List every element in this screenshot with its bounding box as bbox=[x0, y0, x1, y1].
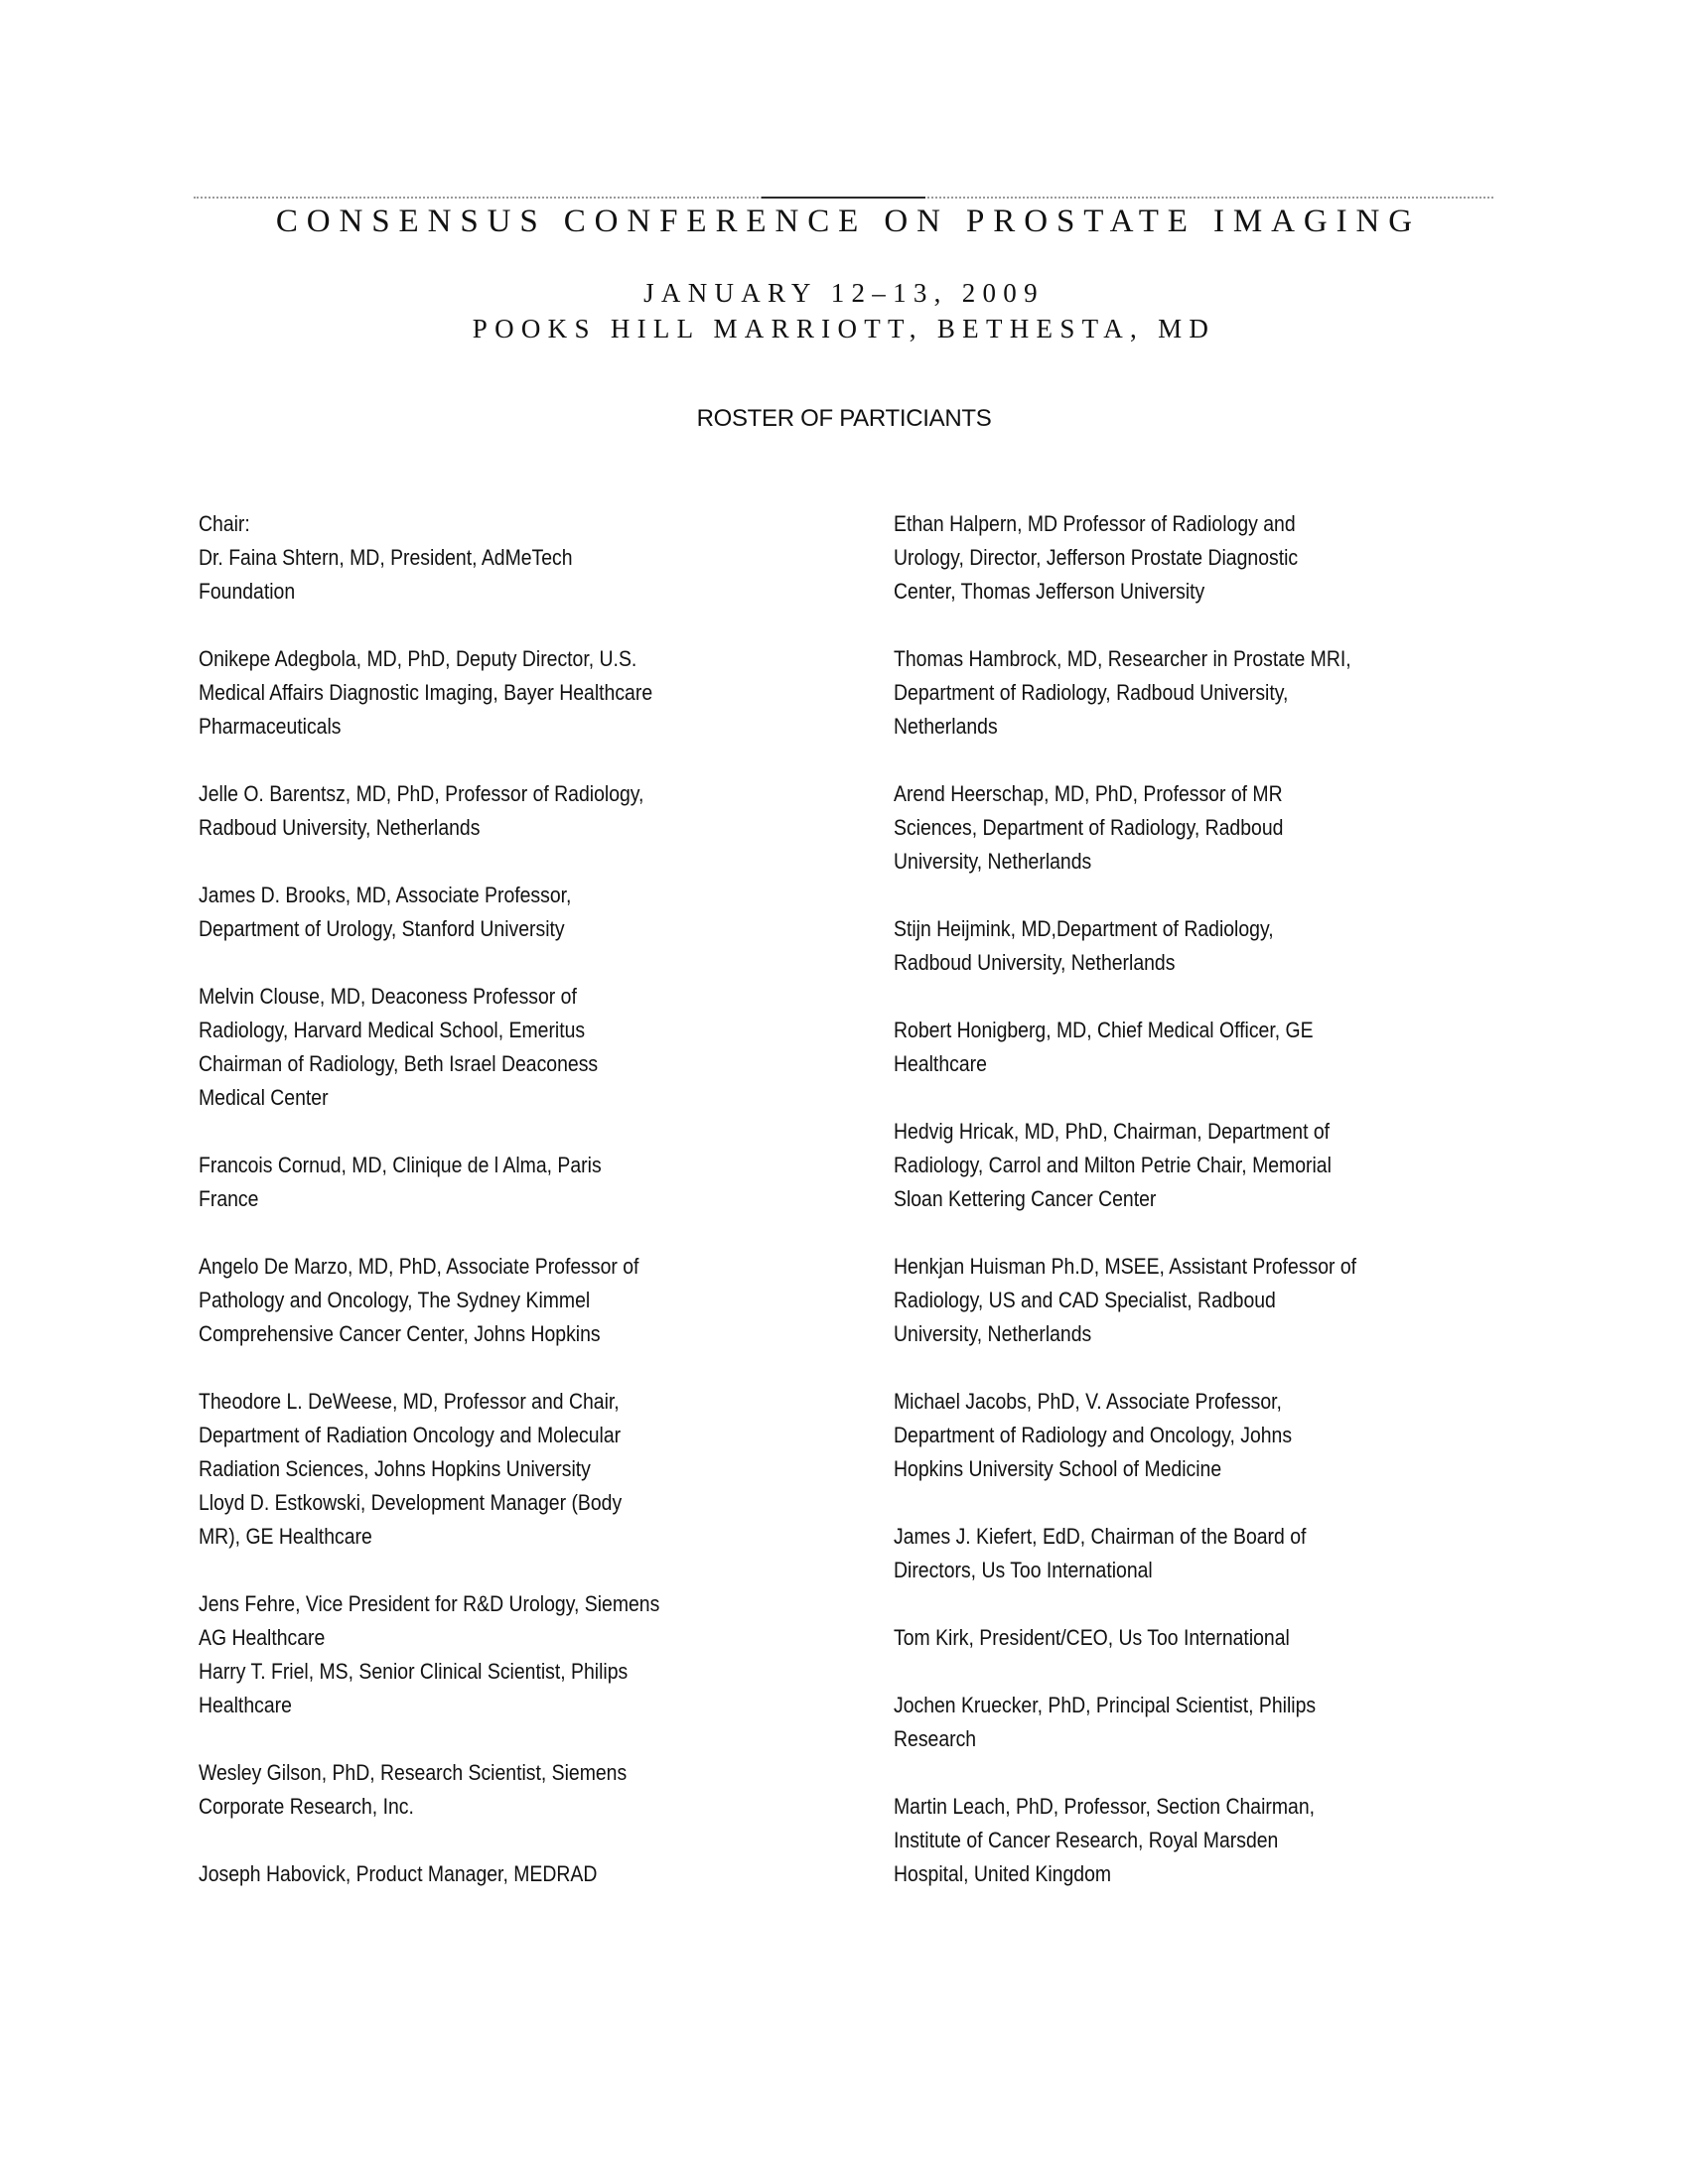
participant-line: Department of Radiology and Oncology, Johns bbox=[894, 1423, 1293, 1447]
participant-line: Hopkins University School of Medicine bbox=[894, 1456, 1222, 1481]
participant-line: Melvin Clouse, MD, Deaconess Professor of bbox=[199, 984, 577, 1009]
participant-line: Ethan Halpern, MD Professor of Radiology and bbox=[894, 511, 1296, 536]
participant-line: Research bbox=[894, 1726, 977, 1751]
participant-entry bbox=[894, 777, 1569, 879]
participant-line: Medical Affairs Diagnostic Imaging, Bayer Healthcare bbox=[199, 680, 653, 705]
participant-line: Hedvig Hricak, MD, PhD, Chairman, Department of bbox=[894, 1119, 1331, 1144]
participant-line: James D. Brooks, MD, Associate Professor, bbox=[199, 883, 572, 907]
participant-line: Comprehensive Cancer Center, Johns Hopkins bbox=[199, 1321, 601, 1346]
participant-line: Tom Kirk, President/CEO, Us Too International bbox=[894, 1625, 1290, 1650]
participant-line: Center, Thomas Jefferson University bbox=[894, 579, 1205, 604]
participant-line: Healthcare bbox=[894, 1051, 987, 1076]
participant-line: Arend Heerschap, MD, PhD, Professor of MR bbox=[894, 781, 1283, 806]
participant-line: Hospital, United Kingdom bbox=[894, 1861, 1112, 1886]
participants-right-column bbox=[894, 507, 1569, 1925]
participant-line: Radiology, US and CAD Specialist, Radboud bbox=[894, 1288, 1276, 1312]
participant-line: Stijn Heijmink, MD,Department of Radiology, bbox=[894, 916, 1274, 941]
roster-heading: ROSTER OF PARTICIANTS bbox=[696, 405, 992, 432]
conference-title: CONSENSUS CONFERENCE ON PROSTATE IMAGING bbox=[275, 204, 1422, 239]
participant-entry bbox=[894, 507, 1569, 609]
participant-line: Jochen Kruecker, PhD, Principal Scientist, Philips bbox=[894, 1693, 1317, 1717]
participant-line: AG Healthcare bbox=[199, 1625, 326, 1650]
participant-entry bbox=[894, 1689, 1569, 1756]
participant-entry bbox=[894, 1115, 1569, 1216]
participant-line: James J. Kiefert, EdD, Chairman of the Board of bbox=[894, 1524, 1307, 1549]
participant-line: Pathology and Oncology, The Sydney Kimmel bbox=[199, 1288, 591, 1312]
participant-entry bbox=[199, 777, 874, 845]
participant-line: Radiology, Carrol and Milton Petrie Chair, Memorial bbox=[894, 1153, 1332, 1177]
participants-left-column bbox=[199, 507, 874, 1925]
participant-line: France bbox=[199, 1186, 259, 1211]
participant-line: Medical Center bbox=[199, 1085, 329, 1110]
participant-line: Angelo De Marzo, MD, PhD, Associate Professor of bbox=[199, 1254, 639, 1279]
participant-entry bbox=[199, 1587, 874, 1722]
participant-entry bbox=[199, 980, 874, 1115]
participant-entry bbox=[894, 1621, 1569, 1655]
participant-line: University, Netherlands bbox=[894, 1321, 1092, 1346]
participant-entry bbox=[894, 642, 1569, 744]
participant-line: Radboud University, Netherlands bbox=[199, 815, 481, 840]
participant-line: Directors, Us Too International bbox=[894, 1558, 1153, 1582]
participant-line: Jelle O. Barentsz, MD, PhD, Professor of Radiology, bbox=[199, 781, 644, 806]
participant-line: Pharmaceuticals bbox=[199, 714, 342, 739]
participant-entry bbox=[894, 1520, 1569, 1587]
participant-line: Radiation Sciences, Johns Hopkins University bbox=[199, 1456, 591, 1481]
participant-line: Sloan Kettering Cancer Center bbox=[894, 1186, 1157, 1211]
participant-line: Radboud University, Netherlands bbox=[894, 950, 1176, 975]
participant-line: Dr. Faina Shtern, MD, President, AdMeTech bbox=[199, 545, 573, 570]
participant-line: Henkjan Huisman Ph.D, MSEE, Assistant Professor of bbox=[894, 1254, 1357, 1279]
participant-line: Corporate Research, Inc. bbox=[199, 1794, 414, 1819]
participant-line: Sciences, Department of Radiology, Radboud bbox=[894, 815, 1284, 840]
participant-line: Francois Cornud, MD, Clinique de l Alma, Paris bbox=[199, 1153, 602, 1177]
participant-entry bbox=[199, 1857, 874, 1891]
participant-line: Chair: bbox=[199, 511, 250, 536]
conference-location: POOKS HILL MARRIOTT, BETHESTA, MD bbox=[472, 314, 1216, 343]
participant-line: Thomas Hambrock, MD, Researcher in Prostate MRI, bbox=[894, 646, 1351, 671]
participant-line: Robert Honigberg, MD, Chief Medical Officer, GE bbox=[894, 1018, 1314, 1042]
participant-line: Onikepe Adegbola, MD, PhD, Deputy Director, U.S. bbox=[199, 646, 637, 671]
participant-entry bbox=[894, 1250, 1569, 1351]
participant-entry bbox=[894, 1014, 1569, 1081]
participant-line: Martin Leach, PhD, Professor, Section Chairman, bbox=[894, 1794, 1316, 1819]
participant-line: University, Netherlands bbox=[894, 849, 1092, 874]
conference-date: JANUARY 12–13, 2009 bbox=[643, 278, 1045, 308]
participant-line: Healthcare bbox=[199, 1693, 292, 1717]
participant-entry bbox=[199, 642, 874, 744]
participant-line: Institute of Cancer Research, Royal Marsden bbox=[894, 1828, 1279, 1852]
participant-line: Chairman of Radiology, Beth Israel Deaconess bbox=[199, 1051, 599, 1076]
participant-line: Michael Jacobs, PhD, V. Associate Professor, bbox=[894, 1389, 1282, 1414]
header-rule-accent bbox=[762, 197, 925, 199]
participant-line: Department of Urology, Stanford University bbox=[199, 916, 565, 941]
participant-line: Department of Radiation Oncology and Molecular bbox=[199, 1423, 622, 1447]
participant-line: Theodore L. DeWeese, MD, Professor and Chair, bbox=[199, 1389, 620, 1414]
participant-line: Joseph Habovick, Product Manager, MEDRAD bbox=[199, 1861, 598, 1886]
participant-entry bbox=[894, 1385, 1569, 1486]
participant-entry bbox=[199, 507, 874, 609]
participant-entry bbox=[199, 879, 874, 946]
participant-entry bbox=[199, 1250, 874, 1351]
participant-line: Foundation bbox=[199, 579, 296, 604]
participant-line: Netherlands bbox=[894, 714, 998, 739]
participant-line: Radiology, Harvard Medical School, Emeritus bbox=[199, 1018, 586, 1042]
participant-line: Jens Fehre, Vice President for R&D Urology, Siemens bbox=[199, 1591, 660, 1616]
participant-line: Urology, Director, Jefferson Prostate Diagnostic bbox=[894, 545, 1299, 570]
participant-entry bbox=[199, 1385, 874, 1554]
participant-line: MR), GE Healthcare bbox=[199, 1524, 372, 1549]
participant-entry bbox=[894, 912, 1569, 980]
participant-line: Wesley Gilson, PhD, Research Scientist, Siemens bbox=[199, 1760, 628, 1785]
participant-entry bbox=[894, 1790, 1569, 1891]
participant-line: Lloyd D. Estkowski, Development Manager (Body bbox=[199, 1490, 623, 1515]
participant-entry bbox=[199, 1149, 874, 1216]
participant-line: Department of Radiology, Radboud University, bbox=[894, 680, 1289, 705]
participant-entry bbox=[199, 1756, 874, 1824]
participant-line: Harry T. Friel, MS, Senior Clinical Scientist, Philips bbox=[199, 1659, 629, 1684]
